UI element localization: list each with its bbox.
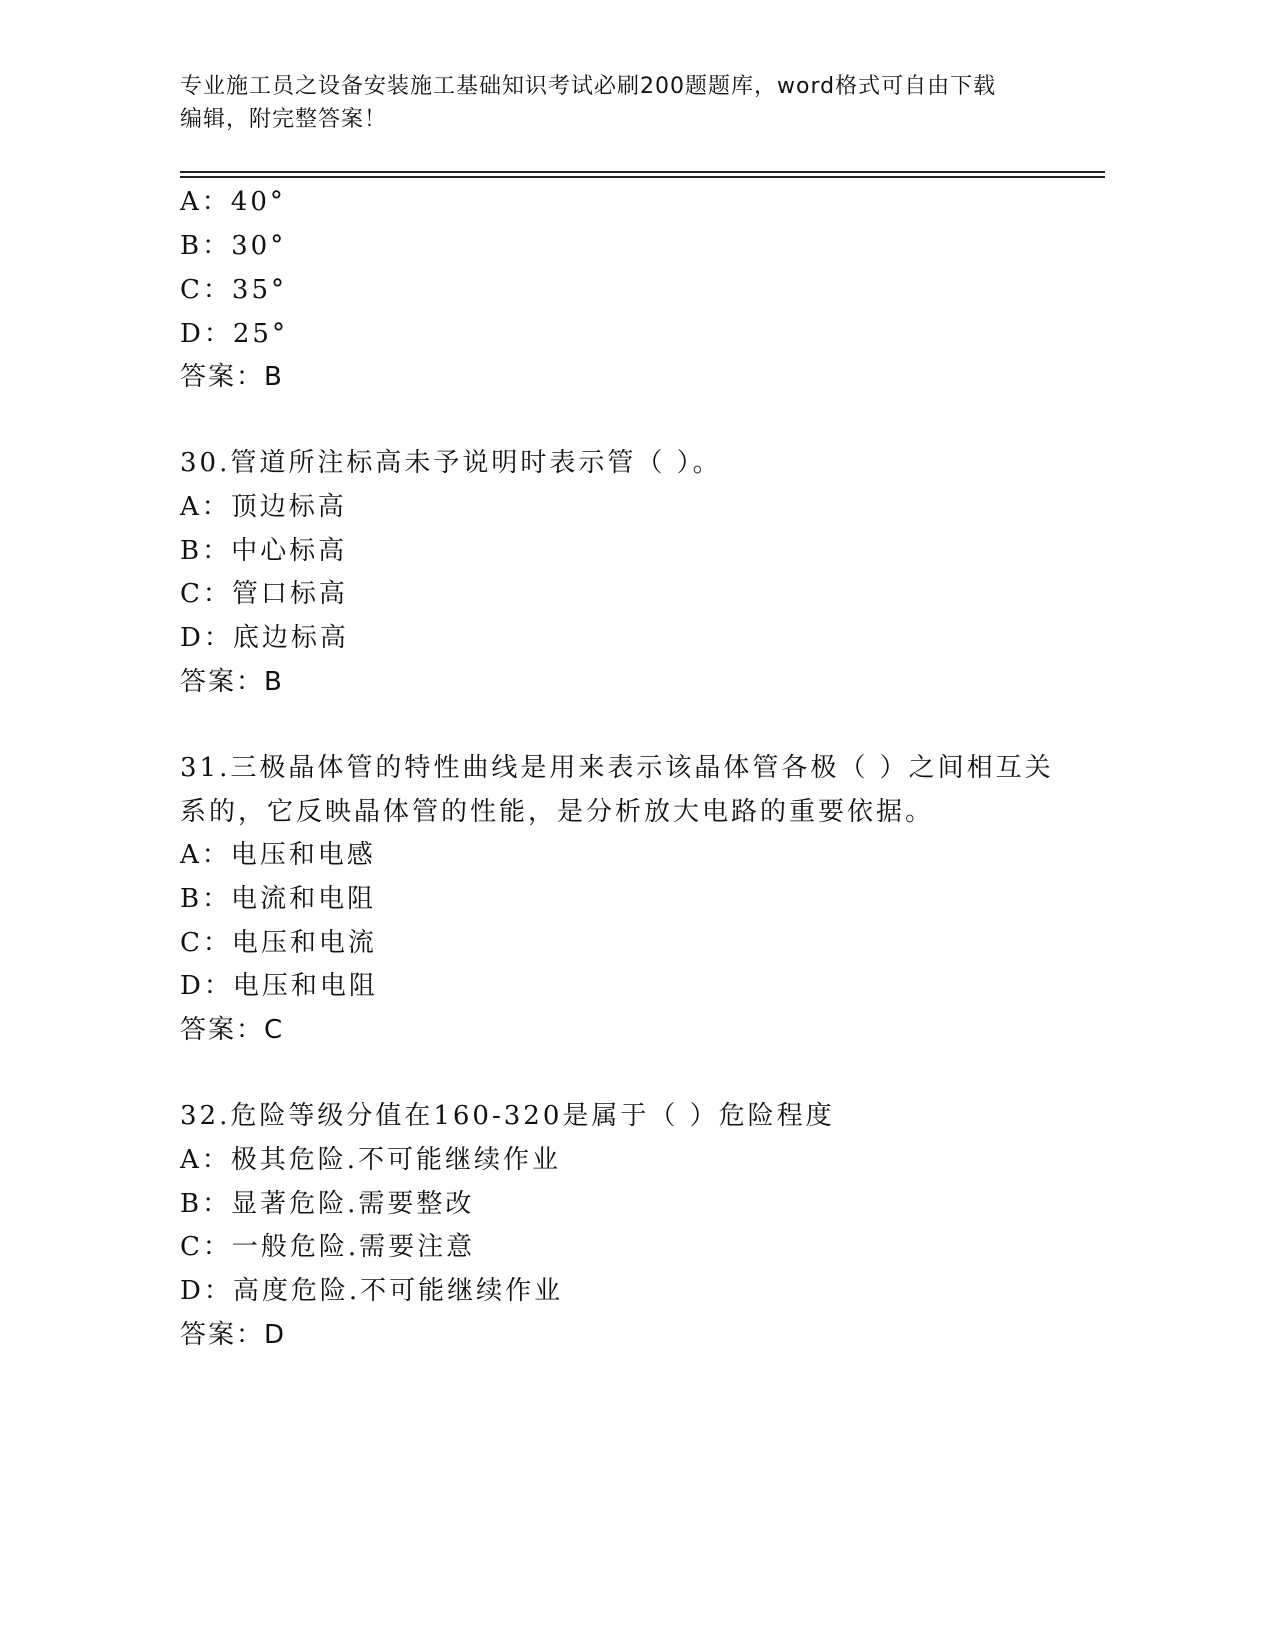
q31-option-a xyxy=(180,839,376,871)
option-key: B： xyxy=(180,231,232,261)
option-text: 电流和电阻 xyxy=(231,884,377,914)
q32-question: 32.危险等级分值在160-320是属于（ ）危险程度 xyxy=(180,1101,835,1131)
option-key: B： xyxy=(180,536,232,566)
option-text: 一般危险.需要注意 xyxy=(231,1232,476,1262)
option-key: A： xyxy=(180,1145,231,1175)
option-key: A： xyxy=(180,840,231,870)
q31-option-c xyxy=(180,927,377,959)
header-line-1: 专业施工员之设备安装施工基础知识考试必刷200题题库，word格式可自由下载 xyxy=(180,74,997,99)
option-text: 高度危险.不可能继续作业 xyxy=(232,1276,564,1306)
option-key: D： xyxy=(180,971,233,1001)
q29-option-a xyxy=(180,186,286,218)
option-text: 中心标高 xyxy=(231,536,348,566)
option-key: C： xyxy=(180,275,232,305)
q29-answer: 答案：B xyxy=(180,362,284,392)
q32-option-d xyxy=(180,1275,563,1307)
option-text: 电压和电感 xyxy=(230,840,376,870)
option-key: D： xyxy=(180,319,233,349)
option-text: 极其危险.不可能继续作业 xyxy=(230,1145,562,1175)
header-line-2: 编辑，附完整答案！ xyxy=(180,107,388,132)
option-text: 25° xyxy=(232,319,288,349)
option-key: A： xyxy=(180,492,231,522)
option-key: C： xyxy=(180,579,232,609)
option-key: C： xyxy=(180,1232,232,1262)
option-text: 电压和电阻 xyxy=(232,971,378,1001)
q31-question-line-2: 系的，它反映晶体管的性能，是分析放大电路的重要依据。 xyxy=(180,797,935,827)
option-text: 底边标高 xyxy=(232,623,349,653)
option-key: B： xyxy=(180,1189,232,1219)
option-text: 电压和电流 xyxy=(231,928,377,958)
q30-question: 30.管道所注标高未予说明时表示管（ ）。 xyxy=(180,448,722,478)
q31-answer: 答案：C xyxy=(180,1015,285,1045)
document-header xyxy=(180,70,1080,136)
option-text: 30° xyxy=(231,231,287,261)
option-key: B： xyxy=(180,884,232,914)
q30-option-a xyxy=(180,491,347,523)
option-key: A： xyxy=(180,187,231,217)
q31-option-b xyxy=(180,883,376,915)
q32-option-c xyxy=(180,1231,475,1263)
option-key: C： xyxy=(180,928,232,958)
q30-option-b xyxy=(180,535,347,567)
q30-answer: 答案：B xyxy=(180,667,284,697)
q29-option-b xyxy=(180,230,286,262)
q31-question-line-1: 31.三极晶体管的特性曲线是用来表示该晶体管各极（ ）之间相互关 xyxy=(180,753,1054,783)
q32-answer: 答案：D xyxy=(180,1320,287,1350)
q32-option-b xyxy=(180,1188,474,1220)
q32-option-a xyxy=(180,1144,561,1176)
option-text: 35° xyxy=(231,275,287,305)
header-divider-top xyxy=(180,171,1105,173)
q30-option-c xyxy=(180,578,348,610)
option-text: 顶边标高 xyxy=(230,492,347,522)
header-divider-bottom xyxy=(180,176,1105,178)
option-text: 显著危险.需要整改 xyxy=(231,1189,475,1219)
q29-option-c xyxy=(180,274,287,306)
q29-option-d xyxy=(180,318,288,350)
q31-option-d xyxy=(180,970,378,1002)
option-key: D： xyxy=(180,623,233,653)
q30-option-d xyxy=(180,622,349,654)
option-key: D： xyxy=(180,1276,233,1306)
option-text: 管口标高 xyxy=(231,579,348,609)
option-text: 40° xyxy=(230,187,286,217)
